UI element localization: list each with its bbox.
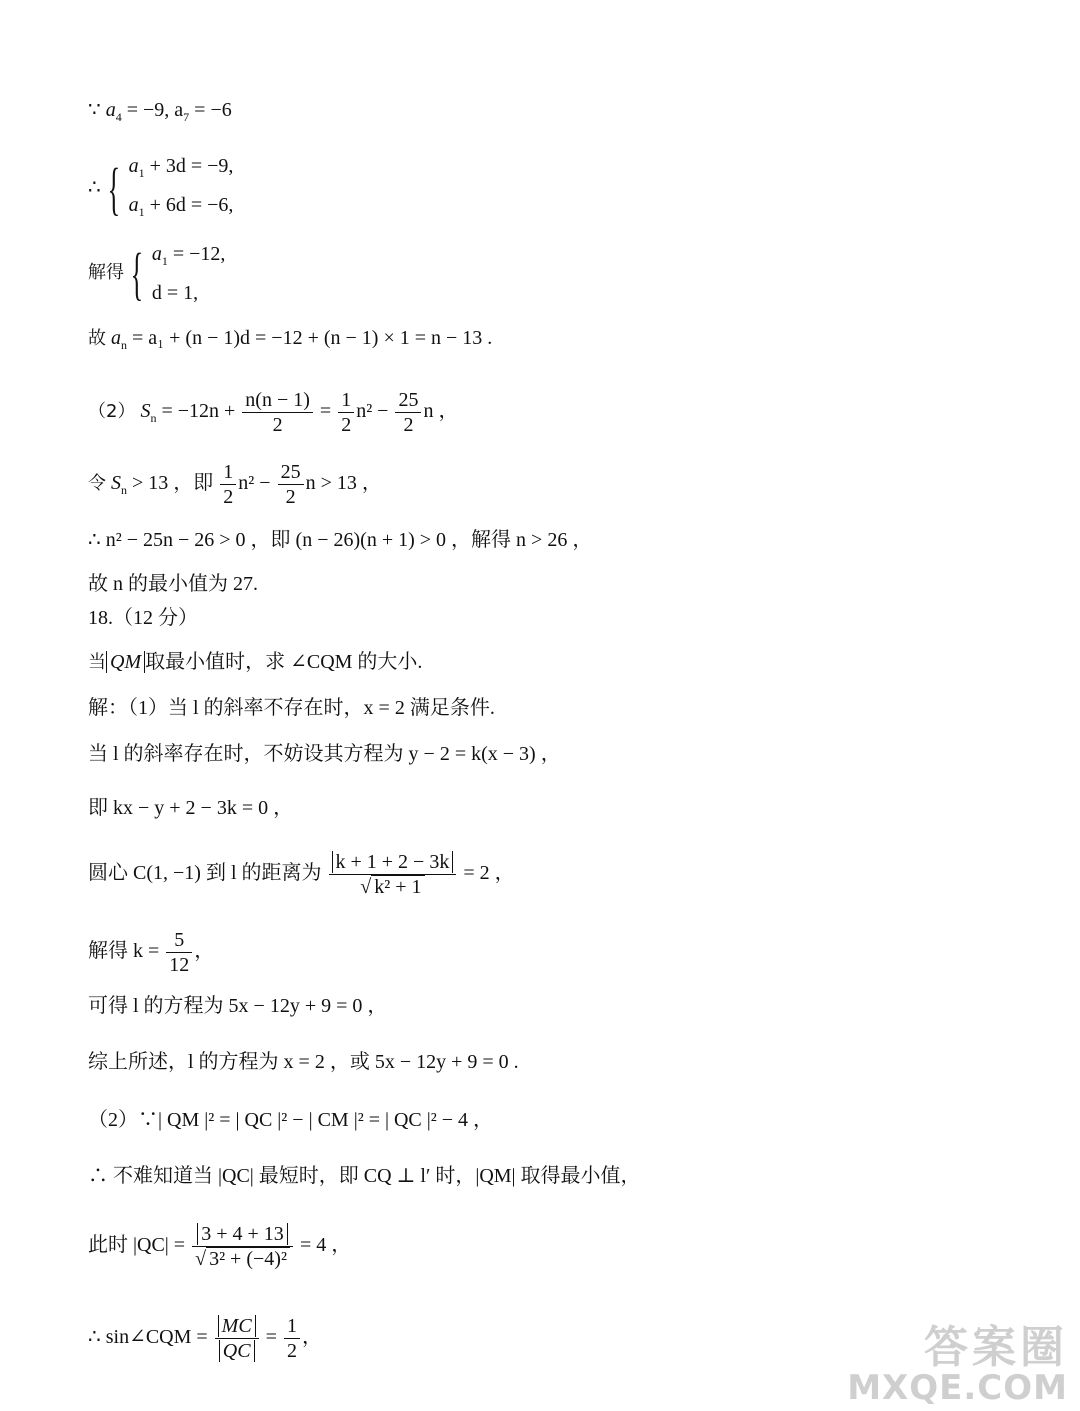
- qc-length-line: 此时 |QC| = $\frac{3 + 4 + 13}{\text{√ 3² + (−4)²}}$ = 4 ，: [88, 1223, 352, 1270]
- brace-icon: {: [130, 240, 144, 306]
- line-l-equation: 可得 l 的方程为 5x − 12y + 9 = 0 ，: [88, 995, 388, 1017]
- sum-formula-line: （2） $S_n = -12n$ + $\frac{n(n - 1)}{2}$ = $\frac{1}{2}$ n² − $\frac{25}{2}$ n ，: [88, 389, 459, 436]
- brace-icon: {: [107, 156, 120, 221]
- line-equation-line: 即 kx − y + 2 − 3k = 0 ，: [88, 797, 294, 819]
- problem-18-heading: 18.（12 分）: [88, 607, 198, 629]
- quadratic-inequality-line: ∴ n² − 25n − 26 > 0 ，即 (n − 26)(n + 1) > 0 ，解得 n > 26 ，: [88, 529, 593, 551]
- watermark: 答案圈 MXQE.COM: [847, 1322, 1068, 1409]
- solve-k-line: 解得 k = $\frac{5}{12}$ ，: [88, 929, 215, 976]
- solution-part1-line: 解：（1）当 l 的斜率不存在时，x = 2 满足条件.: [88, 697, 495, 719]
- slope-exists-line: 当 l 的斜率存在时，不妨设其方程为 y − 2 = k(x − 3) ，: [88, 743, 561, 765]
- given-values-line: ∵ $a_4 = -9$, $a_7 = -6$: [88, 99, 232, 124]
- minimum-condition-line: ∴ 不难知道当 |QC| 最短时，即 CQ ⊥ l′ 时，|QM| 取得最小值，: [88, 1165, 641, 1187]
- equation-system-1: ∴ { $a_1 + 3d = -9$, $a_1 + 6d = -6$,: [88, 155, 234, 221]
- general-term-line: 故 $a_n = a_1 + (n - 1)d = -12 + (n - 1) \times 1 = n - 13$ .: [88, 327, 493, 352]
- part2-relation-line: （2）∵| QM |² = | QC |² − | CM |² = | QC |² − 4 ，: [88, 1109, 494, 1131]
- summary-line: 综上所述，l 的方程为 x = 2 ，或 5x − 12y + 9 = 0 .: [88, 1051, 519, 1073]
- problem-18-question: 当 QM 取最小值时，求 ∠CQM 的大小.: [88, 651, 423, 673]
- distance-formula-line: 圆心 C(1, −1) 到 l 的距离为 $\frac{k + 1 + 2 - 3k}{\text{√ k² + 1}}$ = 2 ，: [88, 851, 515, 898]
- minimum-n-line: 故 n 的最小值为 27.: [88, 573, 258, 595]
- sine-angle-line: ∴ sin∠CQM = $\frac{MC}{QC}$ = $\frac{1}{2}$ ，: [88, 1315, 322, 1362]
- solution-system: 解得 { $a_1 = -12$, d = 1,: [88, 240, 226, 306]
- inequality-setup-line: 令 $S_n > 13$ ，即 $\frac{1}{2}$ n² − $\frac{25}{2}$ n > 13 ，: [88, 461, 382, 508]
